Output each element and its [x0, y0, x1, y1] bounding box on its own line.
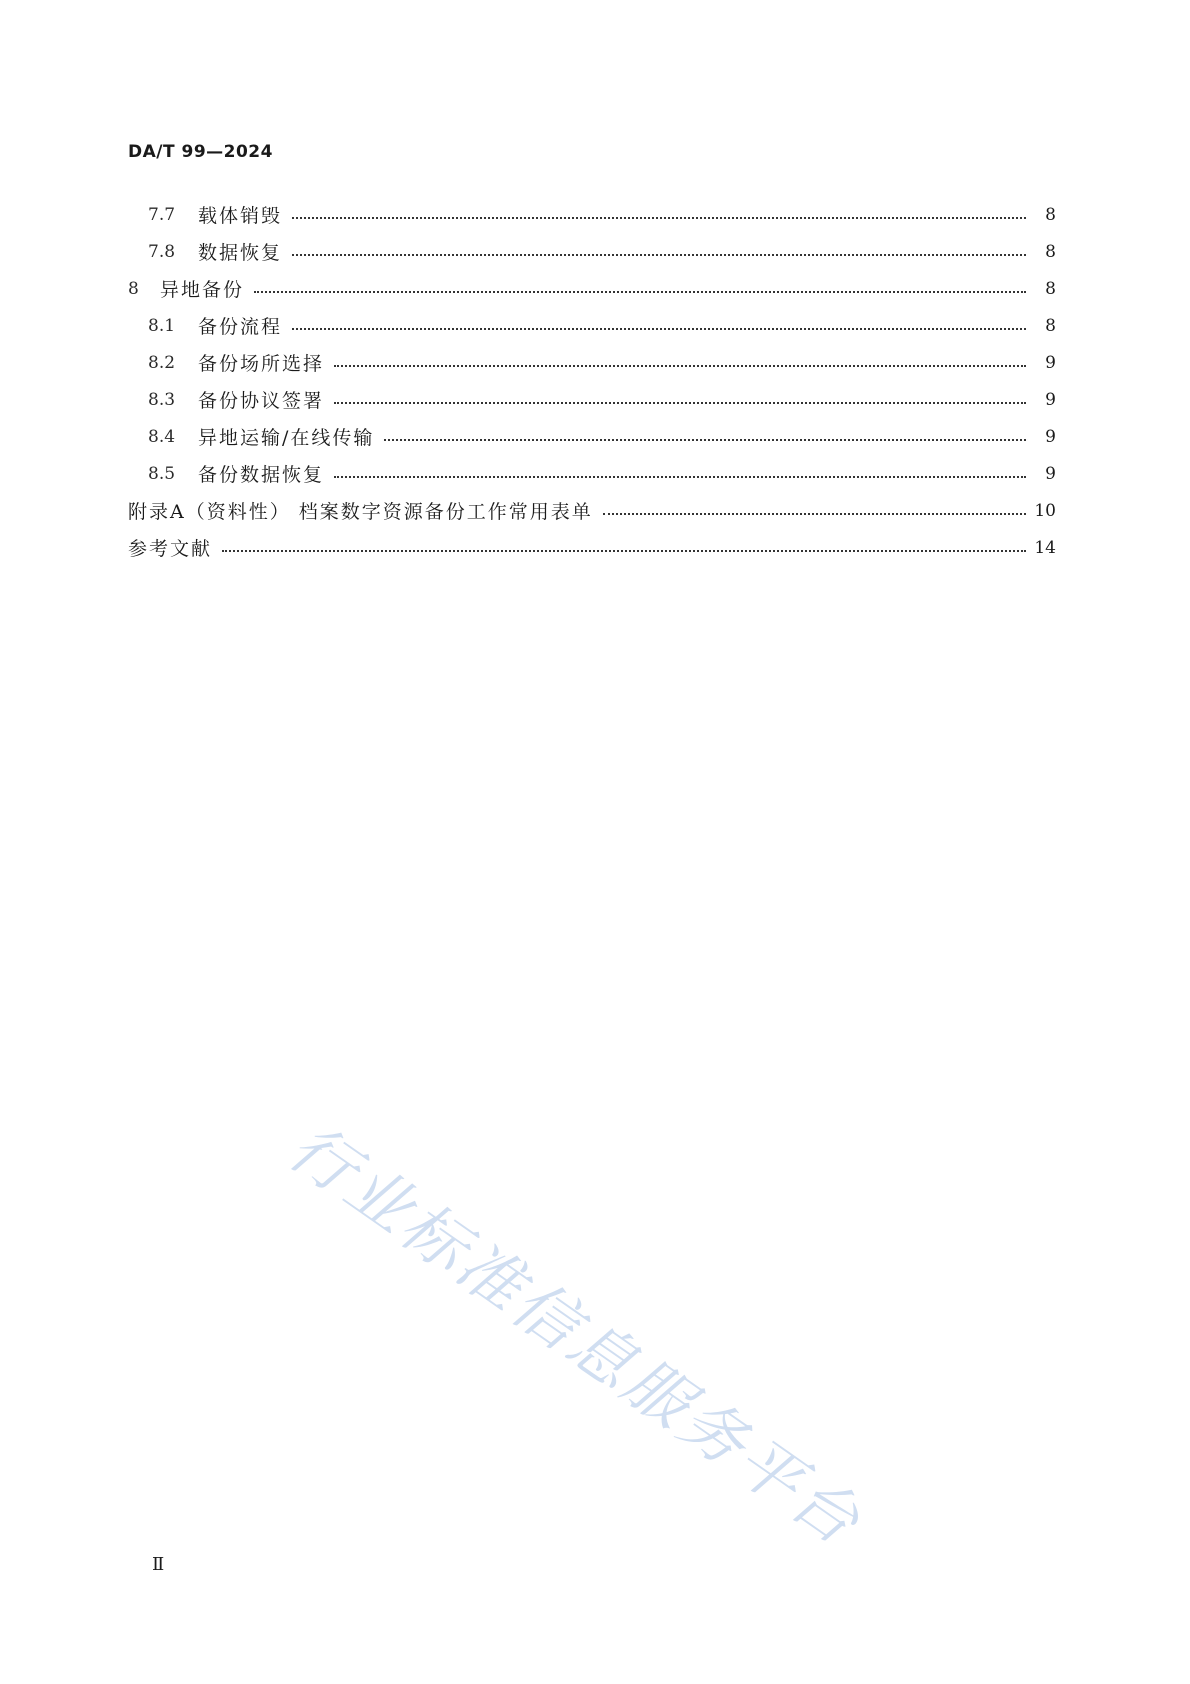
- toc-entry[interactable]: [128, 455, 1056, 492]
- toc-entry-page: 8: [1045, 241, 1056, 262]
- dot-leader: [384, 439, 1026, 441]
- dot-leader: [334, 365, 1026, 367]
- toc-entry-page: 9: [1045, 426, 1056, 447]
- toc-entry[interactable]: [128, 233, 1056, 270]
- dot-leader: [603, 513, 1026, 515]
- toc-entry-number: 8: [128, 278, 139, 299]
- toc-entry-number: 7.8: [148, 241, 176, 262]
- dot-leader: [292, 328, 1026, 330]
- toc-entry-number: 8.4: [148, 426, 176, 447]
- toc-entry-title: 载体销毁: [198, 205, 283, 227]
- toc-entry-title: 参考文献: [128, 538, 213, 560]
- toc-entry-page: 8: [1045, 315, 1056, 336]
- toc-entry-page: 10: [1034, 500, 1056, 521]
- toc-entry-title: 备份场所选择: [198, 353, 325, 375]
- toc-entry-title: 附录A（资料性） 档案数字资源备份工作常用表单: [128, 501, 593, 523]
- toc-entry-references[interactable]: [128, 529, 1056, 566]
- toc-entry-page: 9: [1045, 352, 1056, 373]
- page-number: Ⅱ: [152, 1554, 165, 1575]
- toc-entry-title: 异地备份: [160, 279, 245, 301]
- toc-entry-appendix[interactable]: [128, 492, 1056, 529]
- dot-leader: [334, 476, 1026, 478]
- dot-leader: [292, 254, 1026, 256]
- toc-entry[interactable]: [128, 418, 1056, 455]
- toc-entry[interactable]: [128, 270, 1056, 307]
- toc-entry[interactable]: [128, 307, 1056, 344]
- dot-leader: [254, 291, 1026, 293]
- toc-entry-title: 异地运输/在线传输: [198, 427, 375, 449]
- toc-entry[interactable]: [128, 196, 1056, 233]
- toc-entry-title: 备份协议签署: [198, 390, 325, 412]
- toc-entry-page: 9: [1045, 463, 1056, 484]
- toc-entry-number: 7.7: [148, 204, 176, 225]
- toc-entry-page: 8: [1045, 278, 1056, 299]
- toc-entry-page: 9: [1045, 389, 1056, 410]
- dot-leader: [334, 402, 1026, 404]
- toc-entry-number: 8.1: [148, 315, 176, 336]
- dot-leader: [292, 217, 1026, 219]
- toc-entry-number: 8.3: [148, 389, 176, 410]
- dot-leader: [222, 550, 1026, 552]
- watermark: 行业标准信息服务平台: [275, 1110, 875, 1562]
- toc-entry-title: 备份数据恢复: [198, 464, 325, 486]
- toc-entry[interactable]: [128, 344, 1056, 381]
- toc-entry-title: 数据恢复: [198, 242, 283, 264]
- toc-entry-page: 14: [1034, 537, 1056, 558]
- table-of-contents: [128, 196, 1056, 566]
- toc-entry-number: 8.2: [148, 352, 176, 373]
- document-code: DA/T 99—2024: [128, 142, 273, 162]
- toc-entry-title: 备份流程: [198, 316, 283, 338]
- toc-entry[interactable]: [128, 381, 1056, 418]
- toc-entry-number: 8.5: [148, 463, 176, 484]
- toc-entry-page: 8: [1045, 204, 1056, 225]
